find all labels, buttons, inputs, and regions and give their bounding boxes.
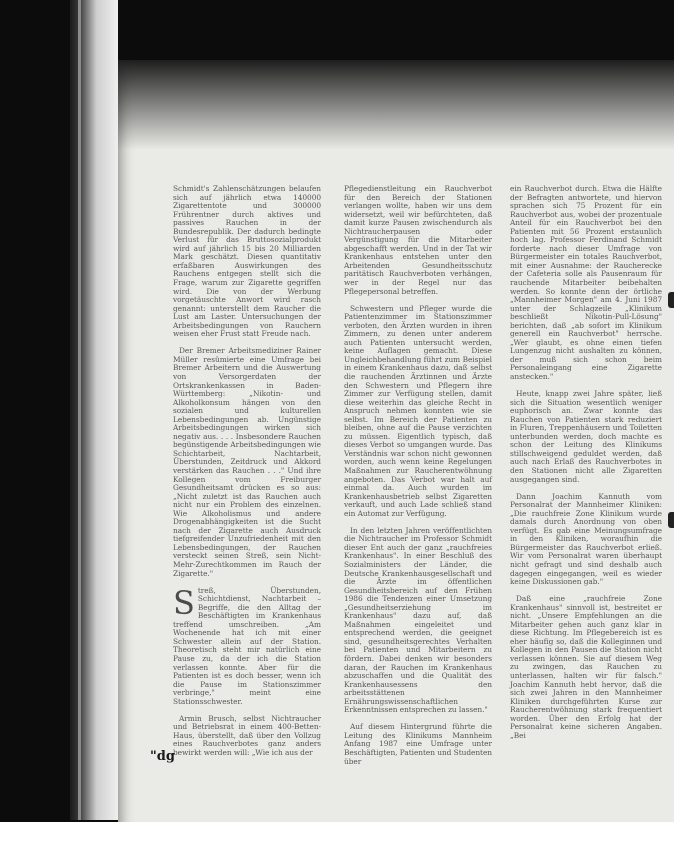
- scan-bottom-margin: [0, 822, 674, 845]
- paragraph: Schwestern und Pfleger wurde die Patientenzimmer im Stationszimmer verboten, den Ärzten wurden in ihren Zimmern, zu denen unter anderem auch Patienten untersucht werden, keine Auflagen gemacht. Diese Ungleichbehandlung führt zum Beispiel in einem Krankenhaus dazu, daß selbst die rauchenden Ärztinnen und Ärzte den Schwestern und Pflegern ihre Zimmer zur Verfügung stellen, damit diese weiterhin das gleiche Recht in Anspruch nehmen konnten wie sie selbst. Im Bereich der Patienten zu bleiben, ohne auf die Pause verzichten zu müssen. Eigentlich typisch, daß dieses Verbot so umgangen wurde. Das Verständnis war schon nicht gewonnen worden, auch wenn keine Regelungen Maßnahmen zur Raucherentwöhnung angeboten. Das Verbot war halt auf einmal da. Auch wurden im Krankenhausbetrieb selbst Zigaretten verkauft, und auch Lade schließ stand ein Automat zur Verfügung.: [344, 303, 492, 518]
- paragraph-with-dropcap: Streß, Überstunden, Schichtdienst, Nachtarbeit – Begriffe, die den Alltag der Beschäftigten im Krankenhaus treffend umschreiben. „Am Wochenende hat ich mit einer Schwester allein auf der Station. Theoretisch steht mir natürlich eine Pause zu, da der ich die Station verlassen konnte. Aber für die Patienten ist es doch besser, wenn ich die Pause im Stationszimmer verbringe," meint eine Stationsschwester.: [173, 583, 321, 706]
- paragraph: Der Bremer Arbeitsmediziner Rainer Müller resümierte eine Umfrage bei Bremer Arbeitern und die Auswertung von Versorgerdaten der Ortskrankenkassen in Baden-Württemberg: „Nikotin- und Alkoholkonsum hängen von den sozialen und kulturellen Lebensbedingungen ab. Ungünstige Arbeitsbedingungen wirken sich negativ aus. . . . Insbesondere Rauchen begünstigende Arbeitsbedingungen wie Schichtarbeit, Nachtarbeit, Überstunden, Zeitdruck und Akkord verstärken das Rauchen . . ." Und ihre Kollegen vom Freiburger Gesundheitsamt drücken es so aus: „Nicht zuletzt ist das Rauchen auch nicht nur ein Problem des einzelnen. Wie Alkoholismus und andere Drogenabhängigkeiten ist die Sucht nach der Zigarette auch Ausdruck tiefgreifender Unzufriedenheit mit den Lebensbedingungen, der Rauchen versteckt seinen Streß, sein Nicht-Mehr-Zurechtkommen im Rauch der Zigarette.": [173, 346, 321, 578]
- text-column-1: [173, 185, 321, 766]
- text-column-2: [344, 185, 492, 775]
- paragraph: Auf diesem Hintergrund führte die Leitung des Klinikums Mannheim Anfang 1987 eine Umfrage unter Beschäftigten, Patienten und Studenten über: [344, 722, 492, 766]
- paragraph: ein Rauchverbot durch. Etwa die Hälfte der Befragten antwortete, und hiervon sprachen sich 75 Prozent für ein Rauchverbot aus, wobei der prozentuale Anteil für ein Rauchverbot bei den Patienten mit 56 Prozent erstaunlich hoch lag. Professor Ferdinand Schmidt forderte nach dieser Umfrage von Bürgermeister ein totales Rauchverbot, mit einer Ausnahme: der Raucherecke der Cafeteria solle als Pausenraum für rauchende Mitarbeiter beibehalten werden. So konnte denn der örtliche „Mannheimer Morgen" am 4. Juni 1987 unter der Schlagzeile „Klinikum beschließt Nikotin-Pull-Lösung" berichten, daß „ab sofort im Klinikum generell ein Rauchverbot" herrsche. „Wer glaubt, es ohne einen tiefen Lungenzug nicht aushalten zu können, der muß sich schon beim Personaleingang eine Zigarette anstecken.": [510, 184, 662, 382]
- binding-edge: [70, 0, 118, 820]
- paragraph: Dann Joachim Kannuth vom Personalrat der Mannheimer Kliniken: „Die rauchfreie Zone Klinikum wurde damals durch Anordnung von oben verfügt. Es gab eine Meinungsumfrage in den Kliniken, woraufhin die Bürgermeister das Rauchverbot erließ. Wir vom Personalrat waren überhaupt nicht gefragt und sind deshalb auch dagegen eingegangen, weil es wieder keine Diskussionen gab.": [510, 491, 662, 587]
- paragraph: Pflegedienstleitung ein Rauchverbot für den Bereich der Stationen verlangen wollte, haben wir uns dem widersetzt, weil wir befürchteten, daß damit kurze Pausen zwischendurch als Nichtraucherpausen oder Vergünstigung für die Mitarbeiter abgeschafft werden. Und in der Tat wir Krankenhaus entstehen unter den Arbeitenden Gesundheitsschutz paritätisch Rauchverboten verhängen, wer in der Regel nur das Pflegepersonal betreffen.: [344, 184, 492, 296]
- paragraph: Armin Brusch, selbst Nichtraucher und Betriebsrat in einem 400-Betten-Haus, überstellt, daß über den Vollzug eines Rauchverbotes ganz anders bewirkt werden will: „Wie ich aus der: [173, 713, 321, 757]
- paragraph: In den letzten Jahren veröffentlichten die Nichtraucher im Professor Schmidt dieser Ent auch der ganz „rauchfreies Krankenhaus". In einer Beschluß des Sozialministers der Länder, die Deutsche Krankenhausgesellschaft und die Ärzte im öffentlichen Gesundheitsbereich auf den Frühen 1986 die Tendenzen einer Umsetzung „Gesundheitserziehung im Krankenhaus" dazu auf, daß Maßnahmen eingeleitet und entsprechend werden, die geeignet sind, gesundheitsgerechtes Verhalten bei Patienten und Mitarbeitern zu fördern. Dabei denken wir besonders daran, der Rauchen im Krankenhaus abzuschaffen und die Qualität des Krankenhausessens den arbeitsstättenen Ernährungswissenschaftlichen Erkenntnissen entsprechen zu lassen.": [344, 525, 492, 715]
- paragraph: Heute, knapp zwei Jahre später, ließ sich die Situation wesentlich weniger euphorisch an. Zwar konnte das Rauchen von Patienten stark reduziert in Fluren, Treppenhäusern und Toiletten unterbunden werden, doch machte es schon der Leitung des Klinikums stillschweigend geduldet werden, daß auch nach Erlaß des Rauchverbotes in den Stationen nicht alle Zigaretten ausgegangen sind.: [510, 389, 662, 484]
- paragraph: Schmidt's Zahlenschätzungen belaufen sich auf jährlich etwa 140000 Zigarettentote und 300000 Frührentner durch aktives und passives Rauchen in der Bundesrepublik. Der dadurch bedingte Verlust für das Bruttosozialprodukt wird auf jährlich 15 bis 20 Milliarden Mark geschätzt. Diesen quantitativ erfaßbaren Auswirkungen des Rauchens entgegen stellt sich die Frage, warum zur Zigarette gegriffen wird. Die von der Werbung vorgetäuschte Anwort wird rasch genannt: unterstellt dem Raucher die Lust am Laster. Untersuchungen der Arbeitsbedingungen von Rauchern weisen eher Frust statt Freude nach.: [173, 184, 321, 339]
- binder-hole-mark: [668, 512, 674, 528]
- text-column-3: [510, 185, 662, 749]
- paragraph: Daß eine „rauchfreie Zone Krankenhaus" sinnvoll ist, bestreitet er nicht. „Unsere Empfehlungen an die Mitarbeiter gehen auch ganz klar in diese Richtung. Im Pflegebereich ist es eher häufig so, daß die Kolleginnen und Kollegen in den Pausen die Station nicht verlassen können. Sie auf diesem Weg zu zwingen, das Rauchen zu unterlassen, halten wir für falsch." Joachim Kannuth hebt hervor, daß die sich zwei Jahren in den Mannheimer Kliniken durchgeführten Kurse zur Raucherentwöhnung stark frequentiert worden. Über den Erfolg hat der Personalrat keine sicheren Angaben. „Bei: [510, 594, 662, 740]
- page-top-shadow: [118, 60, 674, 150]
- dropcap-letter: S: [173, 583, 195, 622]
- page-marker: "dg: [150, 749, 175, 764]
- binder-hole-mark: [668, 292, 674, 308]
